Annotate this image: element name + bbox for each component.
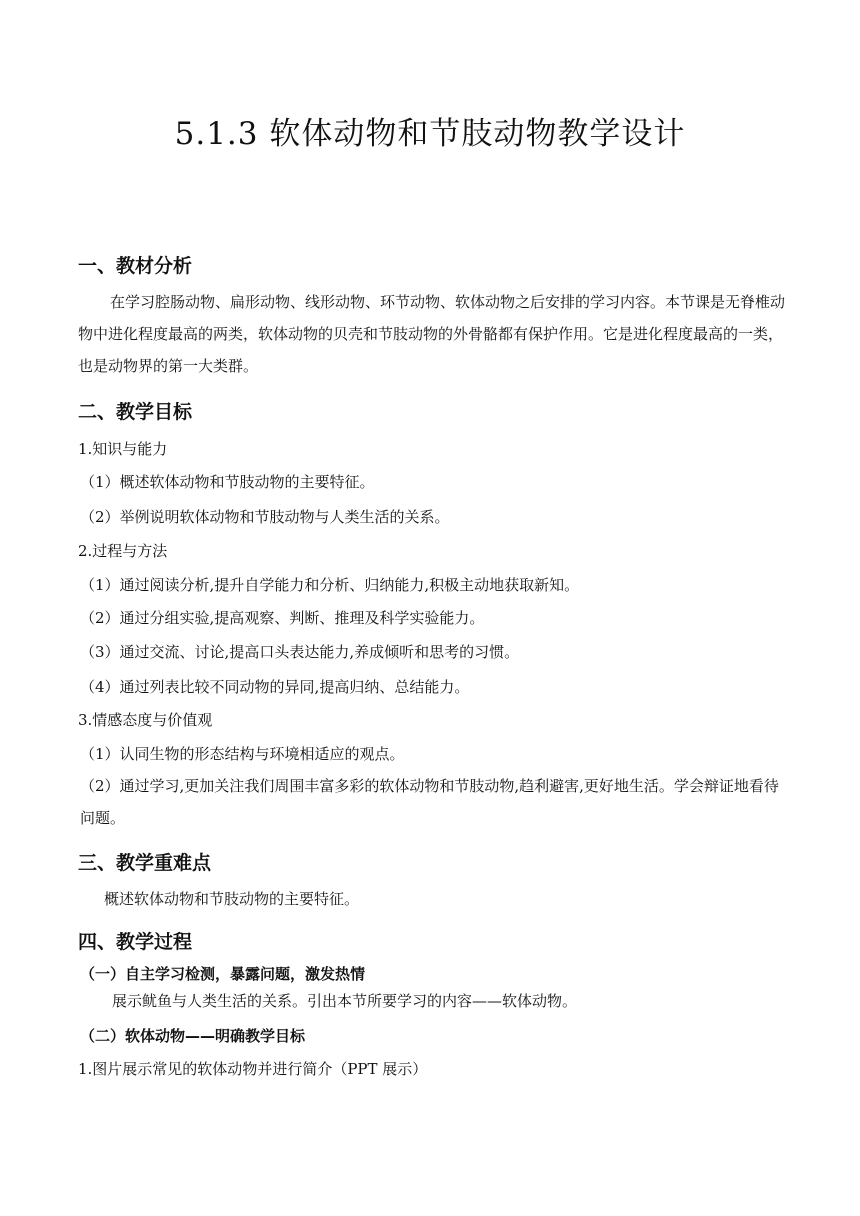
- process-part2-heading: （二）软体动物——明确教学目标: [80, 1027, 306, 1045]
- process-part1-paragraph: 展示鱿鱼与人类生活的关系。引出本节所要学习的内容——软体动物。: [112, 992, 578, 1010]
- key-points-paragraph: 概述软体动物和节肢动物的主要特征。: [104, 890, 360, 908]
- section-heading-teaching-process: 四、教学过程: [78, 931, 193, 953]
- section-heading-teaching-goals: 二、教学目标: [78, 401, 193, 423]
- process-part1-heading: （一）自主学习检测，暴露问题，激发热情: [80, 965, 366, 983]
- goal-knowledge-item: （2）举例说明软体动物和节肢动物与人类生活的关系。: [80, 508, 450, 526]
- goal-attitude-item: （2）通过学习,更加关注我们周围丰富多彩的软体动物和节肢动物,趋利避害,更好地生活。学会辩证地看待问题。: [80, 777, 779, 827]
- goal-process-item: （4）通过列表比较不同动物的异同,提高归纳、总结能力。: [80, 678, 470, 696]
- goal-process-item: （3）通过交流、讨论,提高口头表达能力,养成倾听和思考的习惯。: [80, 643, 520, 661]
- document-title: 5.1.3 软体动物和节肢动物教学设计: [174, 116, 686, 152]
- section-heading-key-points: 三、教学重难点: [78, 852, 212, 874]
- textbook-analysis-paragraph: 在学习腔肠动物、扁形动物、线形动物、环节动物、软体动物之后安排的学习内容。本节课是无脊椎动物中进化程度最高的两类，软体动物的贝壳和节肢动物的外骨骼都有保护作用。它是进化程度最高的一类，也是动物界的第一大类群。: [78, 293, 786, 375]
- process-part2-line: 1.图片展示常见的软体动物并进行简介（PPT 展示）: [78, 1060, 428, 1078]
- goal-process-item: （1）通过阅读分析,提升自学能力和分析、归纳能力,积极主动地获取新知。: [80, 576, 580, 594]
- goal-attitude-label: 3.情感态度与价值观: [78, 711, 213, 729]
- goal-knowledge-item: （1）概述软体动物和节肢动物的主要特征。: [80, 473, 375, 491]
- goal-attitude-item: （1）认同生物的形态结构与环境相适应的观点。: [80, 745, 405, 763]
- goal-knowledge-label: 1.知识与能力: [78, 440, 168, 458]
- goal-process-item: （2）通过分组实验,提高观察、判断、推理及科学实验能力。: [80, 609, 485, 627]
- goal-process-label: 2.过程与方法: [78, 542, 168, 560]
- section-heading-textbook-analysis: 一、教材分析: [78, 255, 193, 277]
